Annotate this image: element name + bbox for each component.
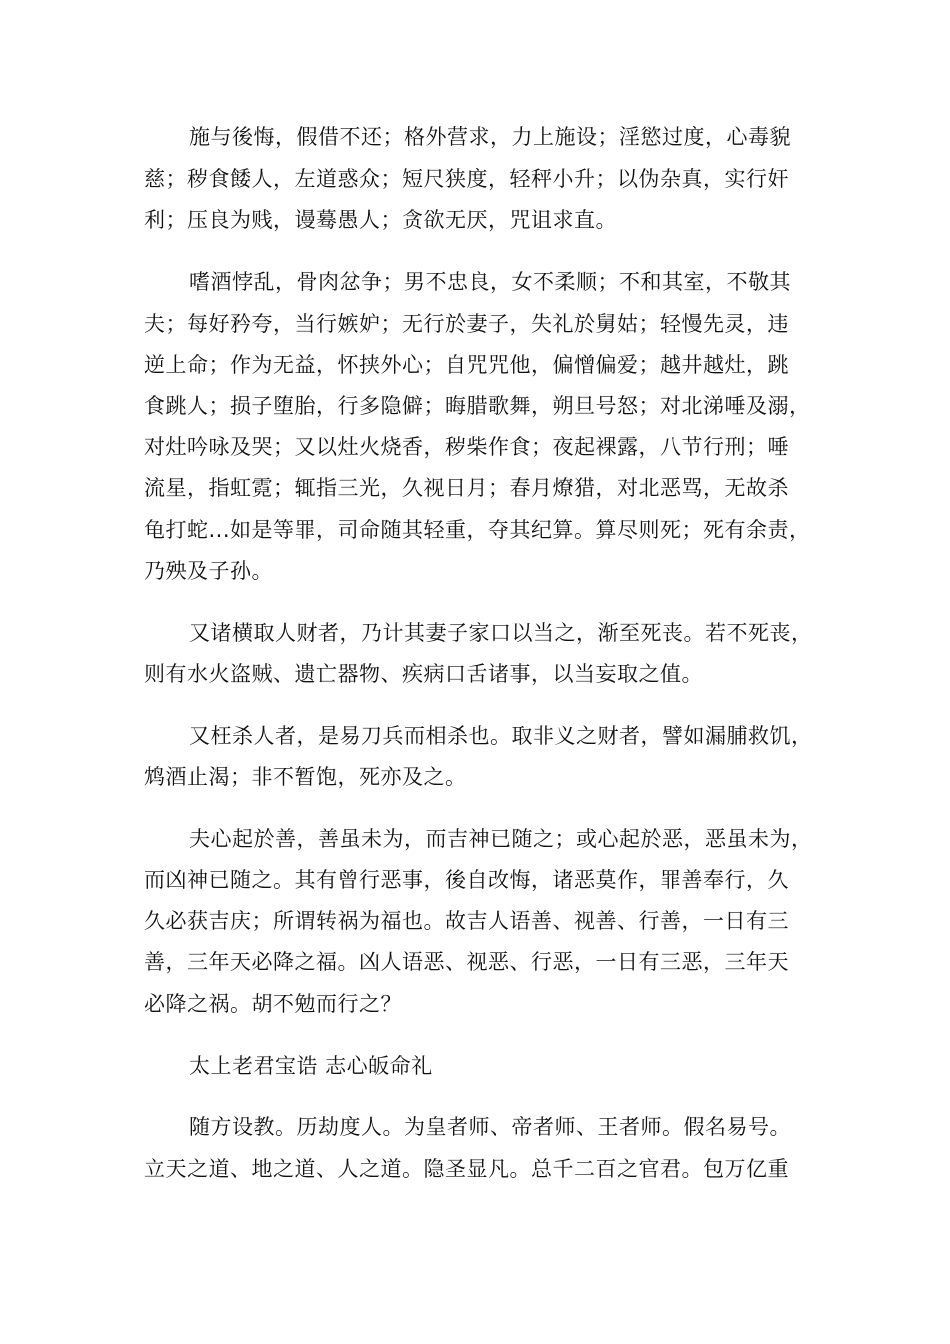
text-line: 必降之祸。胡不勉而行之？ xyxy=(144,992,402,1016)
text-line: 随方设教。历劫度人。为皇者师、帝者师、王者师。假名易号。 xyxy=(189,1115,791,1139)
text-line: 而凶神已随之。其有曾行恶事，後自改悔，诸恶莫作，罪善奉行，久 xyxy=(144,868,789,892)
section-heading: 太上老君宝诰 志心皈命礼 xyxy=(189,1054,433,1078)
text-line: 又诸横取人财者，乃计其妻子家口以当之，渐至死丧。若不死丧， xyxy=(189,621,813,645)
text-line: 又枉杀人者，是易刀兵而相杀也。取非义之财者，譬如漏脯救饥， xyxy=(189,724,813,748)
text-line: 慈；秽食餧人，左道惑众；短尺狭度，轻秤小升；以伪杂真，实行奸 xyxy=(144,167,789,191)
text-line: 龟打蛇...如是等罪，司命随其轻重，夺其纪算。算尽则死；死有余责， xyxy=(144,518,811,542)
text-line: 则有水火盗贼、遗亡器物、疾病口舌诸事，以当妄取之值。 xyxy=(144,662,703,686)
text-line: 食跳人；损子堕胎，行多隐僻；晦腊歌舞，朔旦号怒；对北涕唾及溺， xyxy=(144,394,811,418)
text-line: 善，三年天必降之福。凶人语恶、视恶、行恶，一日有三恶，三年天 xyxy=(144,950,789,974)
text-line: 夫；每好矜夸，当行嫉妒；无行於妻子，失礼於舅姑；轻慢先灵，违 xyxy=(144,312,789,336)
text-line: 施与後悔，假借不还；格外营求，力上施设；淫慾过度，心毒貌 xyxy=(189,125,791,149)
text-line: 立天之道、地之道、人之道。隐圣显凡。总千二百之官君。包万亿重 xyxy=(144,1157,789,1181)
text-line: 嗜酒悖乱，骨肉忿争；男不忠良，女不柔顺；不和其室，不敬其 xyxy=(189,270,791,294)
text-line: 逆上命；作为无益，怀挟外心；自咒咒他，偏憎偏爱；越井越灶，跳 xyxy=(144,353,789,377)
text-line: 乃殃及子孙。 xyxy=(144,559,273,583)
text-line: 久必获吉庆；所谓转祸为福也。故吉人语善、视善、行善，一日有三 xyxy=(144,909,789,933)
text-line: 流星，指虹霓；辄指三光，久视日月；春月燎猎，对北恶骂，无故杀 xyxy=(144,476,789,500)
text-line: 对灶吟咏及哭；又以灶火烧香，秽柴作食；夜起裸露，八节行刑；唾 xyxy=(144,435,789,459)
text-line: 利；压良为贱，谩蓦愚人；贪欲无厌，咒诅求直。 xyxy=(144,208,617,232)
text-line: 鸩酒止渴；非不暂饱，死亦及之。 xyxy=(144,765,467,789)
text-line: 夫心起於善，善虽未为，而吉神已随之；或心起於恶，恶虽未为， xyxy=(189,827,813,851)
